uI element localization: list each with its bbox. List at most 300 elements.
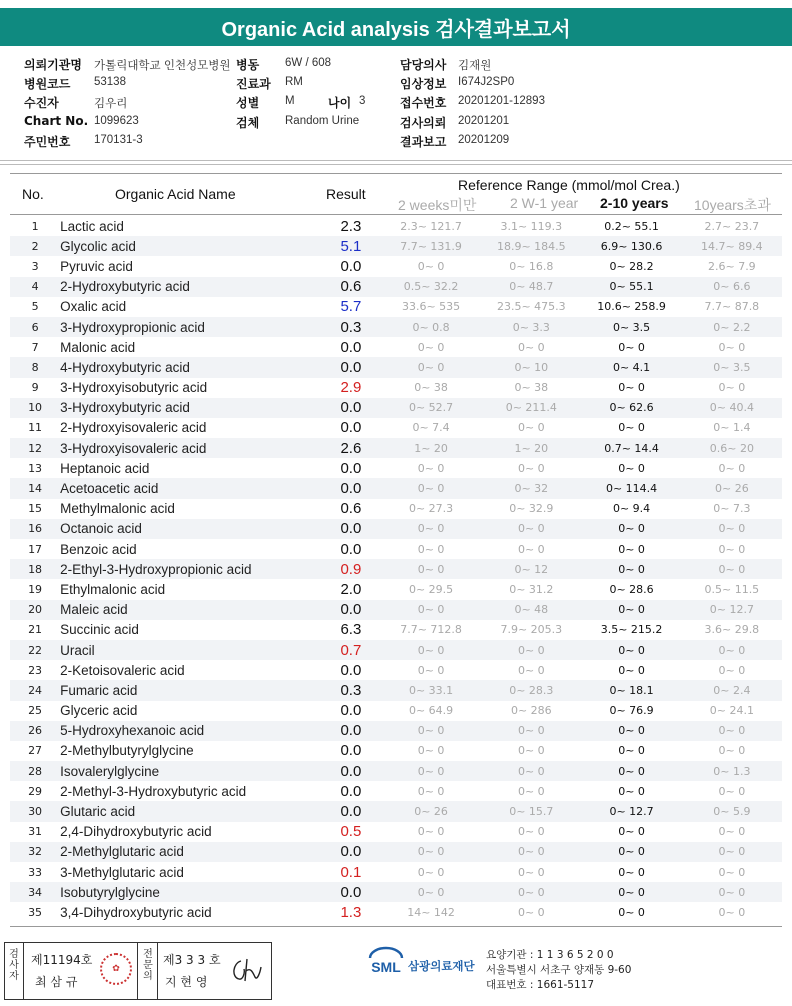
result-value: 2.0 — [340, 580, 362, 598]
reference-range: 0~ 10 — [481, 357, 581, 377]
reference-range: 0~ 0 — [381, 842, 481, 862]
reference-range: 0~ 55.1 — [581, 277, 681, 297]
row-number: 27 — [28, 744, 43, 758]
reference-range: 0~ 211.4 — [481, 398, 581, 418]
result-value: 0.1 — [340, 863, 362, 881]
reference-range: 0~ 31.2 — [509, 582, 554, 596]
acid-name: 3-Hydroxyisobutyric acid — [60, 380, 208, 396]
reference-range: 0~ 27.3 — [408, 502, 454, 516]
row-number: 24 — [10, 680, 60, 700]
table-row — [10, 519, 782, 539]
reference-range: 0~ 0 — [517, 461, 545, 475]
acid-name: Uracil — [60, 640, 321, 660]
acid-name: 3-Hydroxybutyric acid — [60, 398, 321, 418]
result-value: 0.0 — [321, 519, 381, 539]
examiner-label: 검사자 — [9, 949, 19, 982]
reference-range: 0~ 12.7 — [581, 801, 681, 821]
reference-range: 0~ 32 — [481, 478, 581, 498]
table-row — [10, 458, 782, 478]
specimen-label: 검체 — [236, 116, 260, 130]
result-value: 0.0 — [340, 459, 362, 477]
result-value: 6.3 — [340, 621, 362, 639]
reference-range: 0~ 0 — [481, 882, 581, 902]
hospcode-value: 53138 — [94, 76, 126, 88]
row-number: 20 — [10, 600, 60, 620]
acid-name: Glutaric acid — [60, 801, 321, 821]
table-row — [10, 761, 782, 781]
reference-range: 0~ 0 — [517, 744, 545, 758]
request-value: 20201201 — [458, 115, 510, 127]
acid-name: 2-Methylglutaric acid — [60, 842, 321, 862]
dept-label: 진료과 — [236, 77, 271, 91]
age-value: 3 — [359, 95, 366, 107]
reference-range: 0~ 28.2 — [609, 259, 654, 273]
col-ref-header: Reference Range (mmol/mol Crea.) — [458, 177, 680, 193]
row-number: 13 — [28, 461, 43, 475]
table-row — [10, 438, 782, 458]
reference-range: 0~ 0 — [718, 784, 746, 798]
reviewer-name: 지 현 영 — [165, 975, 208, 989]
reference-range: 0~ 0 — [618, 340, 645, 354]
reviewer-label: 전문의 — [143, 949, 153, 982]
reference-range: 0~ 0 — [682, 882, 782, 902]
col-name-header: Organic Acid Name — [115, 186, 236, 202]
reference-range: 0~ 12 — [481, 559, 581, 579]
reference-range: 0~ 3.3 — [481, 317, 581, 337]
table-row — [10, 579, 782, 599]
accession-value: 20201201-12893 — [458, 95, 545, 107]
report-title: Organic Acid analysis 검사결과보고서 — [0, 8, 792, 46]
reference-range: 0~ 114.4 — [581, 478, 681, 498]
row-number: 17 — [28, 542, 43, 556]
reference-range: 0~ 0 — [381, 559, 481, 579]
ref-col-header: 10years초과 — [694, 197, 771, 213]
result-value: 0.0 — [340, 338, 362, 356]
chart-value: 1099623 — [94, 115, 139, 127]
acid-name: Benzoic acid — [60, 541, 137, 557]
table-row — [10, 357, 782, 377]
table-row — [10, 478, 782, 498]
reference-range: 18.9~ 184.5 — [481, 236, 581, 256]
report-value: 20201209 — [458, 134, 510, 146]
reference-range: 3.6~ 29.8 — [704, 623, 760, 637]
table-row — [10, 680, 782, 700]
result-value: 0.0 — [321, 398, 381, 418]
table-row — [10, 721, 782, 741]
reference-range: 0~ 0 — [517, 421, 545, 435]
row-number: 31 — [28, 825, 43, 839]
reference-range: 0~ 16.8 — [509, 259, 554, 273]
reference-range: 0~ 0 — [517, 663, 545, 677]
reference-range: 0~ 0 — [581, 721, 681, 741]
reference-range: 0~ 0 — [381, 357, 481, 377]
reference-range: 0~ 1.4 — [713, 421, 751, 435]
acid-name: 2-Hydroxybutyric acid — [60, 277, 321, 297]
logo-icon — [366, 946, 406, 980]
acid-name: 2-Methyl-3-Hydroxybutyric acid — [60, 783, 247, 799]
reference-range: 0~ 0.8 — [381, 317, 481, 337]
table-row — [10, 236, 782, 256]
row-number: 7 — [31, 340, 39, 354]
reference-range: 23.5~ 475.3 — [496, 300, 566, 314]
inst-label: 의뢰기관명 — [24, 58, 82, 72]
signature-image — [227, 955, 263, 985]
reference-range: 0~ 7.4 — [412, 421, 450, 435]
inst-value: 가톨릭대학교 인천성모병원 — [94, 60, 231, 72]
reference-range: 10.6~ 258.9 — [597, 300, 666, 314]
reference-range: 0~ 0 — [718, 340, 746, 354]
reference-range: 0~ 0 — [581, 882, 681, 902]
footer — [0, 930, 792, 1006]
ref-col-header: 2 W-1 year — [510, 195, 579, 211]
acid-name: Glyceric acid — [60, 703, 138, 719]
table-row — [10, 559, 782, 579]
reference-range: 0~ 0 — [618, 381, 645, 395]
table-row — [10, 781, 782, 801]
reference-range: 0~ 15.7 — [481, 801, 581, 821]
reference-range: 0~ 0 — [581, 519, 681, 539]
col-result-header: Result — [326, 186, 366, 202]
reference-range: 0~ 0 — [682, 842, 782, 862]
patient-value: 김우리 — [94, 98, 128, 110]
reference-range: 0~ 0 — [417, 784, 445, 798]
reference-range: 33.6~ 535 — [401, 300, 461, 314]
acid-name: Isobutyrylglycine — [60, 882, 321, 902]
result-value: 0.6 — [321, 277, 381, 297]
acid-name: 2,4-Dihydroxybutyric acid — [60, 824, 212, 840]
row-number: 2 — [10, 236, 60, 256]
row-number: 4 — [10, 277, 60, 297]
table-row — [10, 660, 782, 680]
reference-range: 0~ 0 — [381, 761, 481, 781]
result-value: 0.0 — [321, 761, 381, 781]
reference-range: 0~ 0 — [618, 905, 645, 919]
acid-name: Acetoacetic acid — [60, 478, 321, 498]
reference-range: 0~ 0 — [718, 461, 746, 475]
reference-range: 0.5~ 32.2 — [381, 277, 481, 297]
reference-range: 0.2~ 55.1 — [604, 219, 659, 233]
reference-range: 1~ 20 — [381, 438, 481, 458]
reference-range: 7.7~ 131.9 — [381, 236, 481, 256]
table-row — [10, 822, 782, 842]
reference-range: 14~ 142 — [407, 905, 455, 919]
table-row — [10, 378, 782, 398]
reference-range: 0~ 0 — [718, 744, 746, 758]
reference-range: 0~ 0 — [682, 640, 782, 660]
examiner-license: 제11194호 — [31, 953, 93, 967]
reference-range: 0~ 6.6 — [682, 277, 782, 297]
acid-name: 2-Methylbutyrylglycine — [60, 743, 194, 759]
reference-range: 14.7~ 89.4 — [682, 236, 782, 256]
ref-col-header: 2 weeks미만 — [398, 197, 477, 213]
divider — [0, 164, 792, 165]
reference-range: 0~ 0 — [417, 663, 445, 677]
table-row — [10, 902, 782, 922]
result-value: 2.6 — [321, 438, 381, 458]
row-number: 5 — [31, 300, 39, 314]
acid-name: Isovalerylglycine — [60, 761, 321, 781]
row-number: 12 — [10, 438, 60, 458]
table-row — [10, 256, 782, 276]
acid-name: Pyruvic acid — [60, 258, 133, 274]
reference-range: 0.7~ 14.4 — [581, 438, 681, 458]
acid-name: Glycolic acid — [60, 236, 321, 256]
reference-range: 0~ 24.1 — [709, 704, 754, 718]
ward-label: 병동 — [236, 58, 260, 72]
table-row — [10, 620, 782, 640]
reference-range: 0~ 2.4 — [682, 680, 782, 700]
reference-range: 0~ 28.6 — [609, 582, 654, 596]
dept-value: RM — [285, 76, 303, 88]
reference-range: 0~ 0 — [517, 905, 545, 919]
table-row — [10, 337, 782, 357]
row-number: 19 — [28, 582, 43, 596]
acid-name: Maleic acid — [60, 600, 321, 620]
reference-range: 0~ 0 — [618, 542, 645, 556]
acid-name: 2-Hydroxyisovaleric acid — [60, 420, 207, 436]
table-row — [10, 277, 782, 297]
reference-range: 0~ 38 — [514, 381, 549, 395]
table-top-border — [10, 173, 782, 174]
table-row — [10, 701, 782, 721]
reference-range: 0.5~ 11.5 — [704, 582, 760, 596]
row-number: 16 — [10, 519, 60, 539]
reference-range: 0~ 32.9 — [509, 502, 554, 516]
acid-name: 3,4-Dihydroxybutyric acid — [60, 904, 212, 920]
reference-range: 0~ 29.5 — [408, 582, 454, 596]
reference-range: 0~ 0 — [417, 542, 445, 556]
specimen-value: Random Urine — [285, 115, 360, 127]
row-number: 26 — [10, 721, 60, 741]
reference-range: 0~ 18.1 — [581, 680, 681, 700]
row-number: 35 — [28, 905, 43, 919]
reference-range: 0~ 0 — [618, 744, 645, 758]
reference-range: 1~ 20 — [481, 438, 581, 458]
row-number: 11 — [28, 421, 43, 435]
examiner-name: 최 삼 규 — [35, 975, 78, 989]
acid-name: Heptanoic acid — [60, 460, 150, 476]
result-value: 0.0 — [321, 721, 381, 741]
row-number: 21 — [28, 623, 43, 637]
reference-range: 0~ 0 — [581, 640, 681, 660]
table-row — [10, 297, 782, 317]
ref-col-header: 2-10 years — [600, 195, 669, 211]
clinical-value: I674J2SP0 — [458, 76, 515, 88]
reference-range: 0~ 52.7 — [381, 398, 481, 418]
reference-range: 0~ 26 — [682, 478, 782, 498]
table-row — [10, 801, 782, 821]
result-value: 5.1 — [321, 236, 381, 256]
reference-range: 0~ 0 — [517, 865, 545, 879]
result-value: 0.0 — [340, 702, 362, 720]
org-phone: 대표번호 : 1661-5117 — [486, 979, 595, 991]
result-value: 0.0 — [340, 540, 362, 558]
reference-range: 0~ 0 — [481, 761, 581, 781]
reference-range: 0~ 1.3 — [682, 761, 782, 781]
result-value: 0.0 — [340, 742, 362, 760]
id-label: 주민번호 — [24, 135, 71, 149]
reference-range: 0~ 5.9 — [682, 801, 782, 821]
table-row — [10, 640, 782, 660]
reference-range: 0~ 0 — [381, 600, 481, 620]
table-row — [10, 741, 782, 761]
org-name: 삼광의료재단 — [408, 961, 475, 973]
reference-range: 0~ 3.5 — [581, 317, 681, 337]
acid-name: 4-Hydroxybutyric acid — [60, 357, 321, 377]
sex-value: M — [285, 95, 295, 107]
acid-name: 3-Methylglutaric acid — [60, 864, 184, 880]
result-value: 0.0 — [321, 801, 381, 821]
reference-range: 7.9~ 205.3 — [500, 623, 563, 637]
reference-range: 0~ 3.5 — [682, 357, 782, 377]
acid-name: 2-Ethyl-3-Hydroxypropionic acid — [60, 559, 321, 579]
acid-name: Oxalic acid — [60, 299, 127, 315]
doctor-label: 담당의사 — [400, 58, 447, 72]
acid-name: 3-Hydroxypropionic acid — [60, 317, 321, 337]
reference-range: 0~ 0 — [581, 842, 681, 862]
reference-range: 0~ 48.7 — [481, 277, 581, 297]
reference-range: 0~ 40.4 — [682, 398, 782, 418]
result-value: 0.0 — [321, 842, 381, 862]
reference-range: 0~ 0 — [718, 542, 746, 556]
reference-range: 0~ 0 — [718, 663, 746, 677]
table-row — [10, 600, 782, 620]
reference-range: 0~ 0 — [481, 721, 581, 741]
row-number: 23 — [28, 663, 43, 677]
reference-range: 2.7~ 23.7 — [704, 219, 760, 233]
row-number: 25 — [28, 704, 43, 718]
reference-range: 0~ 2.2 — [682, 317, 782, 337]
reference-range: 3.5~ 215.2 — [600, 623, 663, 637]
result-value: 0.6 — [340, 500, 362, 518]
reference-range: 0.6~ 20 — [682, 438, 782, 458]
table-row — [10, 418, 782, 438]
table-row — [10, 842, 782, 862]
divider — [0, 160, 792, 161]
row-number: 6 — [10, 317, 60, 337]
reference-range: 0~ 0 — [682, 559, 782, 579]
acid-name: 3-Hydroxyisovaleric acid — [60, 438, 321, 458]
reference-range: 0~ 286 — [510, 704, 552, 718]
official-seal: ✿ — [100, 953, 132, 985]
result-value: 0.5 — [340, 823, 362, 841]
reference-range: 0~ 0 — [618, 865, 645, 879]
result-value: 2.9 — [340, 379, 362, 397]
age-label: 나이 — [328, 96, 352, 110]
reference-range: 0~ 0 — [417, 259, 445, 273]
reference-range: 0~ 0 — [381, 478, 481, 498]
svg-text:SML: SML — [371, 959, 401, 975]
result-value: 0.0 — [340, 257, 362, 275]
row-number: 30 — [10, 801, 60, 821]
results-table — [10, 216, 782, 923]
result-value: 0.0 — [321, 357, 381, 377]
result-value: 0.0 — [340, 661, 362, 679]
acid-name: Succinic acid — [60, 622, 139, 638]
row-number: 29 — [28, 784, 43, 798]
reference-range: 0~ 12.7 — [682, 600, 782, 620]
reference-range: 0~ 0 — [381, 640, 481, 660]
reference-range: 0~ 0 — [682, 519, 782, 539]
table-row — [10, 216, 782, 236]
reference-range: 0~ 0 — [581, 559, 681, 579]
ward-value: 6W / 608 — [285, 57, 332, 69]
result-value: 0.3 — [321, 680, 381, 700]
result-value: 0.0 — [321, 478, 381, 498]
row-number: 18 — [10, 559, 60, 579]
reference-range: 0~ 28.3 — [481, 680, 581, 700]
row-number: 1 — [31, 219, 39, 233]
result-value: 0.0 — [340, 782, 362, 800]
col-no-header: No. — [22, 186, 44, 202]
reference-range: 0~ 0 — [718, 381, 746, 395]
result-value: 0.7 — [321, 640, 381, 660]
reference-range: 0~ 0 — [481, 640, 581, 660]
reference-range: 0~ 0 — [618, 825, 645, 839]
doctor-value: 김재원 — [458, 60, 492, 72]
reference-range: 0~ 7.3 — [713, 502, 751, 516]
table-row — [10, 317, 782, 337]
reference-range: 0~ 38 — [414, 381, 448, 395]
result-value: 0.9 — [321, 559, 381, 579]
reference-range: 0~ 0 — [381, 519, 481, 539]
row-number: 3 — [31, 259, 39, 273]
org-address: 서울특별시 서초구 양재동 9-60 — [486, 964, 632, 976]
patient-info-panel — [0, 56, 792, 156]
request-label: 검사의뢰 — [400, 116, 447, 130]
reference-range: 7.7~ 87.8 — [704, 300, 760, 314]
org-code: 요양기관 : 1 1 3 6 5 2 0 0 — [486, 949, 614, 961]
reference-range: 2.6~ 7.9 — [707, 259, 756, 273]
chart-label: Chart No. — [24, 114, 89, 128]
result-value: 1.3 — [340, 903, 362, 921]
table-row — [10, 499, 782, 519]
acid-name: 5-Hydroxyhexanoic acid — [60, 721, 321, 741]
row-number: 15 — [28, 502, 43, 516]
acid-name: Ethylmalonic acid — [60, 581, 166, 597]
reference-range: 0~ 33.1 — [381, 680, 481, 700]
reference-range: 0~ 0 — [417, 865, 445, 879]
reference-range: 0~ 0 — [718, 905, 746, 919]
table-row — [10, 398, 782, 418]
reference-range: 0~ 0 — [517, 340, 545, 354]
row-number: 33 — [28, 865, 43, 879]
reference-range: 0~ 0 — [481, 519, 581, 539]
row-number: 28 — [10, 761, 60, 781]
accession-label: 접수번호 — [400, 96, 447, 110]
reference-range: 0~ 48 — [481, 600, 581, 620]
reference-range: 0~ 0 — [618, 663, 645, 677]
reference-range: 0~ 0 — [381, 721, 481, 741]
reference-range: 0~ 0 — [718, 865, 746, 879]
reference-range: 0~ 0 — [417, 744, 445, 758]
acid-name: 2-Ketoisovaleric acid — [60, 662, 185, 678]
table-row — [10, 862, 782, 882]
reviewer-license: 제3 3 3 호 — [163, 953, 221, 967]
result-value: 2.3 — [340, 217, 362, 235]
row-number: 22 — [10, 640, 60, 660]
row-number: 8 — [10, 357, 60, 377]
report-label: 결과보고 — [400, 135, 447, 149]
reference-range: 7.7~ 712.8 — [400, 623, 462, 637]
header-bottom-border — [10, 214, 782, 215]
reference-range: 0~ 0 — [517, 542, 545, 556]
acid-name: Methylmalonic acid — [60, 501, 175, 517]
sex-label: 성별 — [236, 96, 260, 110]
reference-range: 2.3~ 121.7 — [400, 219, 462, 233]
reference-range: 0~ 0 — [618, 421, 645, 435]
reference-range: 0~ 0 — [381, 882, 481, 902]
